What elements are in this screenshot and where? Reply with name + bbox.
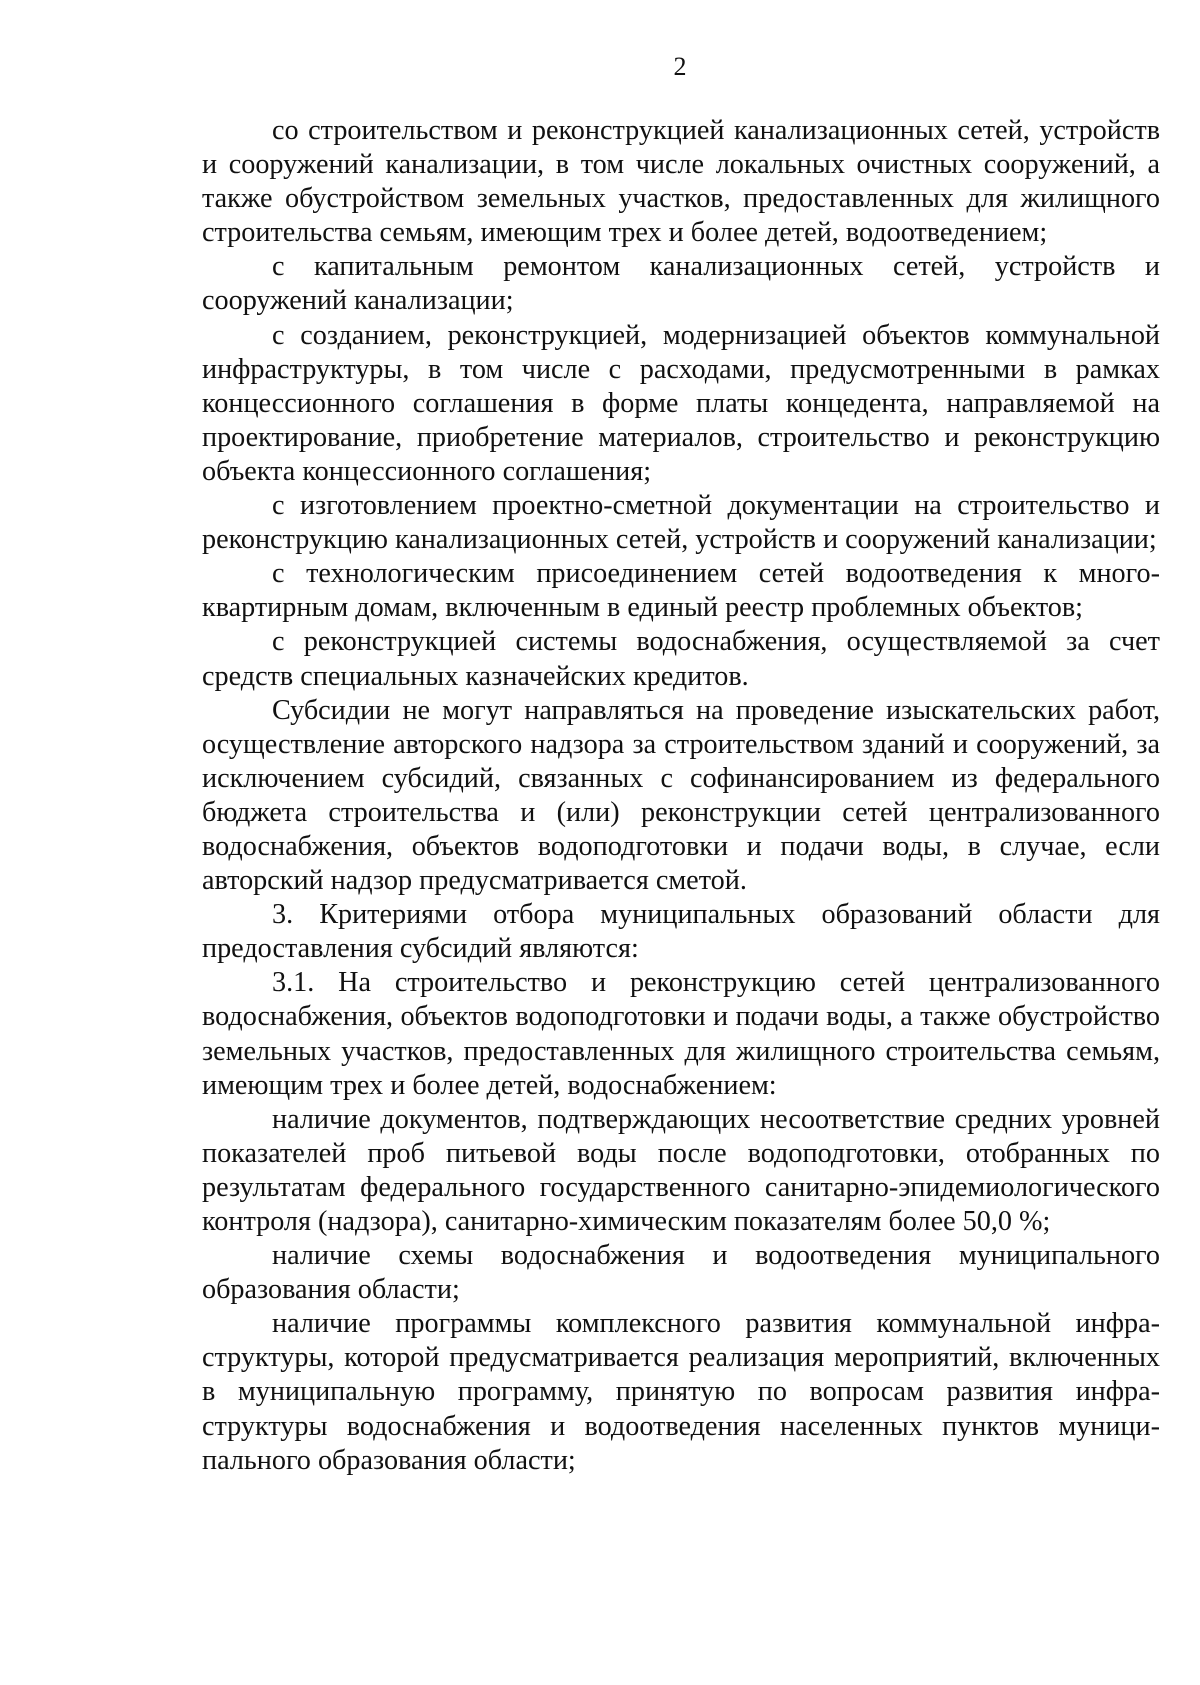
paragraph-technological-connection: с технологическим присоединением сетей водоотведения к многоквартирным домам, включенным в единый реестр проблемных объектов; xyxy=(202,558,1160,624)
paragraph-water-supply-reconstruction: с реконструкцией системы водоснабжения, осуществляемой за счет средств специальных казначейских кредитов. xyxy=(202,626,1160,692)
document-body xyxy=(202,114,1160,1478)
paragraph-water-quality-documents: наличие документов, подтверждающих несоответствие средних уровней показателей проб питьевой воды после водоподготовки, отобранных по результатам федерального государственного санитарно-эпидемиологического контроля (надзора), санитарно-химическим показателям более 50,0 %; xyxy=(202,1103,1160,1237)
paragraph-infrastructure-modernization: с созданием, реконструкцией, модернизацией объектов коммунальной инфраструктуры, в том числе с расходами, предусмотренными в рамках концессионного соглашения в форме платы концедента, направляемой на проектирование, приобретение материалов, строительство и реконструкцию объекта концессионного соглашения; xyxy=(202,319,1160,487)
paragraph-development-program: наличие программы комплексного развития коммунальной инфраструктуры, которой предусматривается реализация мероприятий, включенных в муниципальную программу, принятую по вопросам развития инфраструктуры водоснабжения и водоотведения населенных пунктов муниципального образования области; xyxy=(202,1308,1160,1476)
page-number: 2 xyxy=(673,52,687,81)
paragraph-design-documentation: с изготовлением проектно-сметной документации на строительство и реконструкцию канализационных сетей, устройств и сооружений канализации; xyxy=(202,490,1160,556)
paragraph-sewer-repair: с капитальным ремонтом канализационных сетей, устройств и сооружений канализации; xyxy=(202,251,1160,317)
paragraph-sewer-construction: со строительством и реконструкцией канализационных сетей, устройств и сооружений канализации, в том числе локальных очистных сооружений, а также обустройством земельных участков, предоставленных для жилищного строительства семьям, имеющим трех и более детей, водоотведением; xyxy=(202,115,1160,249)
paragraph-selection-criteria: 3. Критериями отбора муниципальных образований области для предоставления субсидий являются: xyxy=(202,899,1160,965)
paragraph-subsidy-restrictions: Субсидии не могут направляться на проведение изыскательских работ, осуществление авторского надзора за строительством зданий и сооружений, за исключением субсидий, связанных с софинансированием из федерального бюджета строительства и (или) реконструкции сетей централизованного водоснабжения, объектов водоподготовки и подачи воды, в случае, если авторский надзор предусматривается сметой. xyxy=(202,694,1160,897)
paragraph-criteria-3-1: 3.1. На строительство и реконструкцию сетей централизованного водоснабжения, объектов водоподготовки и подачи воды, а также обустройство земельных участков, предоставленных для жилищного строительства семьям, имеющим трех и более детей, водоснабжением: xyxy=(202,967,1160,1101)
paragraph-water-scheme: наличие схемы водоснабжения и водоотведения муниципального образования области; xyxy=(202,1240,1160,1306)
